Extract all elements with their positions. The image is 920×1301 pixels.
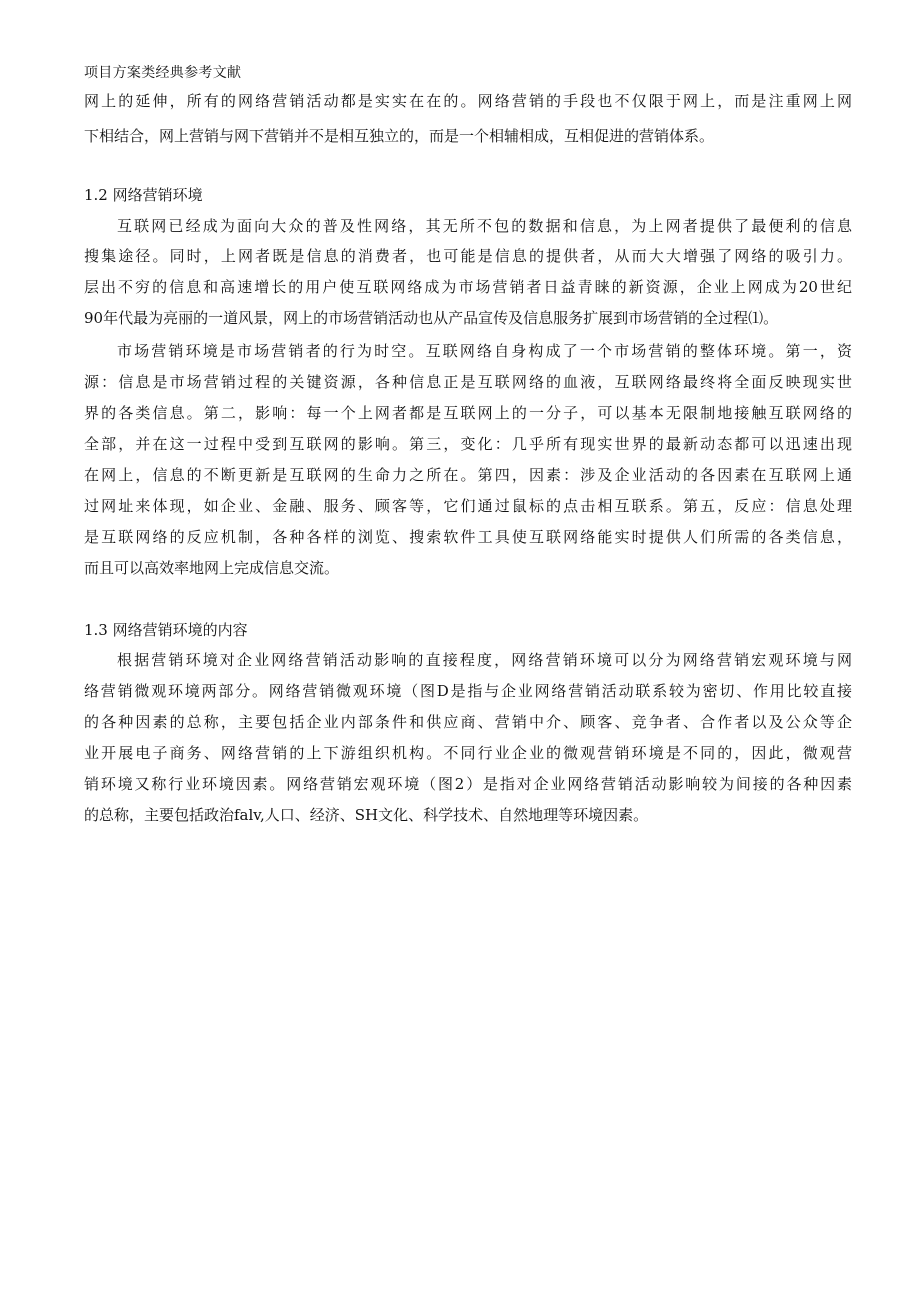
paragraph-line: 过网址来体现，如企业、金融、服务、顾客等，它们通过鼠标的点击相互联系。第五，反应：信息处理 bbox=[84, 497, 852, 515]
paragraph-line: 的各种因素的总称，主要包括企业内部条件和供应商、营销中介、顾客、竞争者、合作者以及公众等企 bbox=[84, 713, 852, 731]
paragraph-line: 90年代最为亮丽的一道风景，网上的市场营销活动也从产品宣传及信息服务扩展到市场营销的全过程⑴。 bbox=[84, 309, 779, 327]
paragraph-line: 下相结合，网上营销与网下营销并不是相互独立的，而是一个相辅相成，互相促进的营销体系。 bbox=[84, 127, 715, 145]
paragraph-line: 市场营销环境是市场营销者的行为时空。互联网络自身构成了一个市场营销的整体环境。第一，资 bbox=[117, 342, 852, 360]
paragraph-line: 源：信息是市场营销过程的关键资源，各种信息正是互联网络的血液，互联网络最终将全面反映现实世 bbox=[84, 373, 852, 391]
paragraph-line: 搜集途径。同时，上网者既是信息的消费者，也可能是信息的提供者，从而大大增强了网络的吸引力。 bbox=[84, 247, 852, 265]
page-header: 项目方案类经典参考文献 bbox=[84, 65, 242, 81]
paragraph-line: 而且可以高效率地网上完成信息交流。 bbox=[84, 559, 340, 577]
paragraph-line: 在网上，信息的不断更新是互联网的生命力之所在。第四，因素：涉及企业活动的各因素在互联网上通 bbox=[84, 466, 852, 484]
paragraph-line: 全部，并在这一过程中受到互联网的影响。第三，变化：几乎所有现实世界的最新动态都可以迅速出现 bbox=[84, 435, 852, 453]
paragraph-line: 层出不穷的信息和高速增长的用户使互联网络成为市场营销者日益青睐的新资源，企业上网成为20世纪 bbox=[84, 278, 852, 296]
paragraph-line: 互联网已经成为面向大众的普及性网络，其无所不包的数据和信息，为上网者提供了最便利的信息 bbox=[117, 217, 852, 235]
paragraph-line: 业开展电子商务、网络营销的上下游组织机构。不同行业企业的微观营销环境是不同的，因此，微观营 bbox=[84, 744, 852, 762]
section-heading-1-2: 1.2 网络营销环境 bbox=[84, 186, 203, 204]
paragraph-line: 是互联网络的反应机制，各种各样的浏览、搜索软件工具使互联网络能实时提供人们所需的各类信息， bbox=[84, 528, 852, 546]
paragraph-line: 的总称，主要包括政治falv,人口、经济、SH文化、科学技术、自然地理等环境因素。 bbox=[84, 806, 649, 824]
section-heading-1-3: 1.3 网络营销环境的内容 bbox=[84, 621, 248, 639]
paragraph-line: 界的各类信息。第二，影响：每一个上网者都是互联网上的一分子，可以基本无限制地接触互联网络的 bbox=[84, 404, 852, 422]
paragraph-line: 网上的延伸，所有的网络营销活动都是实实在在的。网络营销的手段也不仅限于网上，而是注重网上网 bbox=[84, 92, 852, 110]
paragraph-line: 根据营销环境对企业网络营销活动影响的直接程度，网络营销环境可以分为网络营销宏观环境与网 bbox=[117, 651, 852, 669]
paragraph-line: 络营销微观环境两部分。网络营销微观环境（图D是指与企业网络营销活动联系较为密切、作用比较直接 bbox=[84, 682, 852, 700]
paragraph-line: 销环境又称行业环境因素。网络营销宏观环境（图2）是指对企业网络营销活动影响较为间接的各种因素 bbox=[84, 775, 852, 793]
